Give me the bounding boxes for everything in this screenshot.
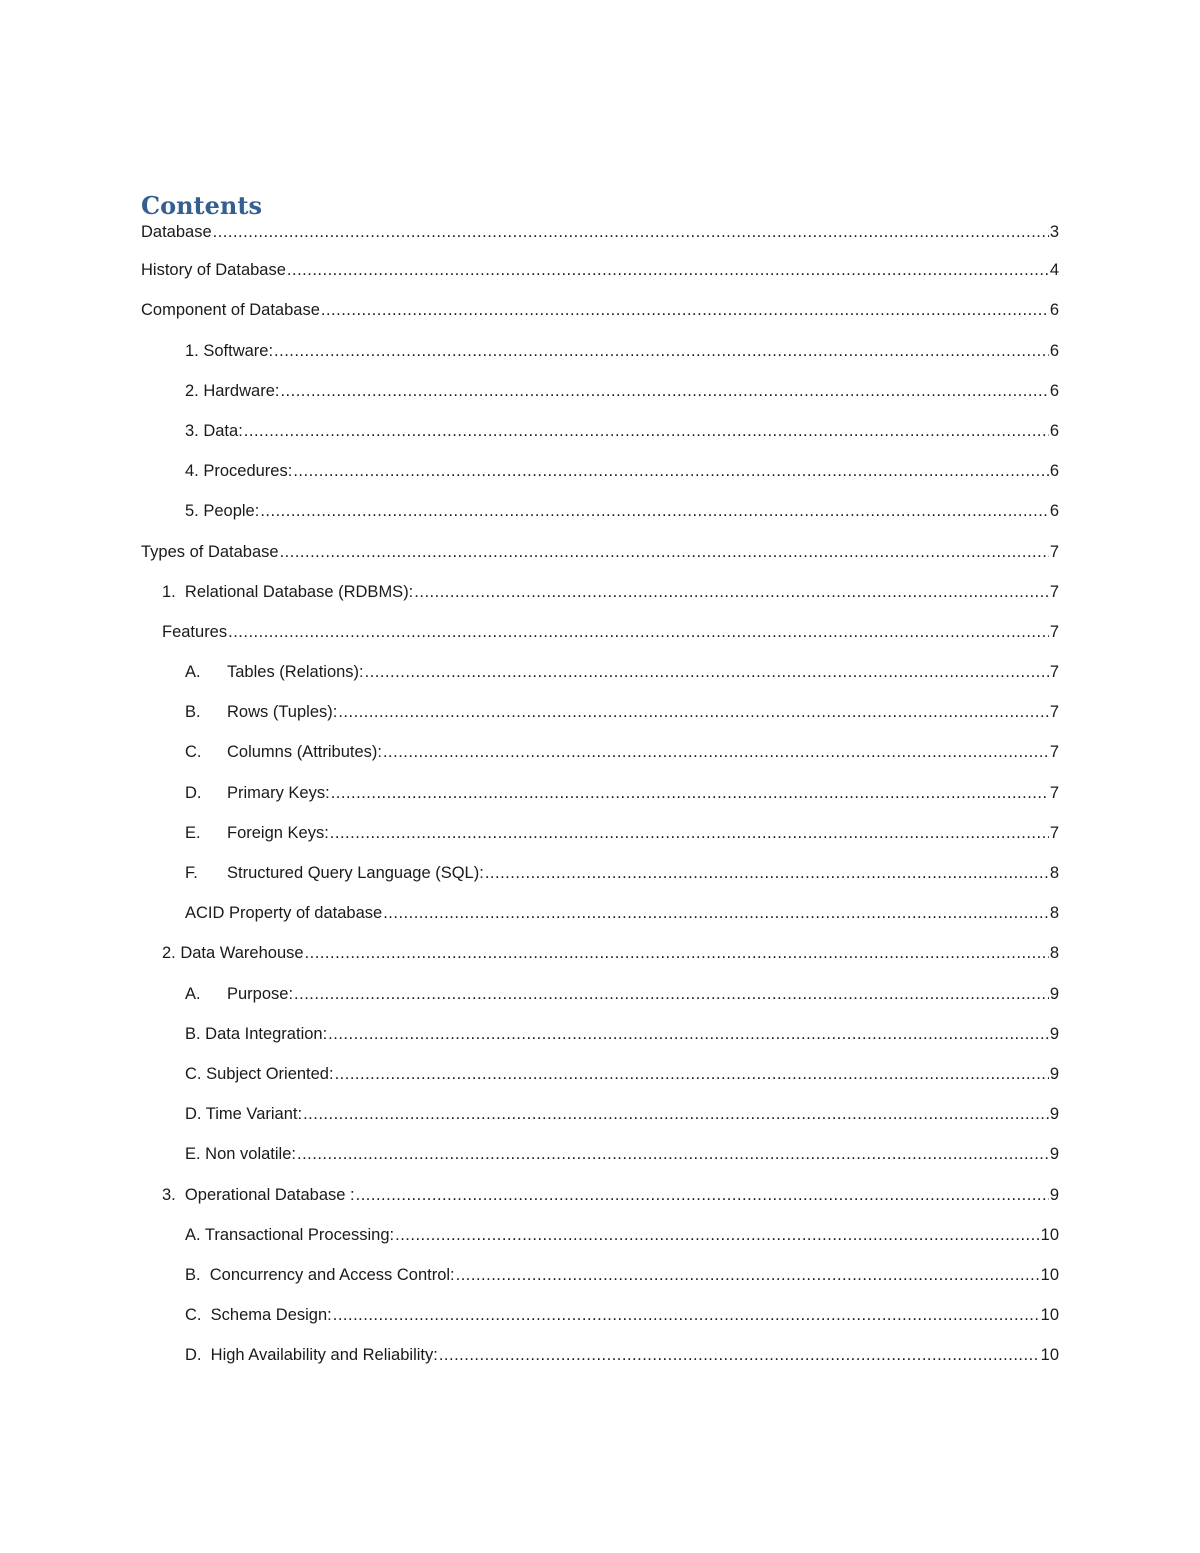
toc-page-number: 7 (1049, 783, 1059, 802)
toc-entry-text (185, 783, 330, 803)
toc-entry-label: Purpose: (227, 984, 294, 1003)
toc-dot-leader (287, 260, 1049, 280)
toc-dot-leader (331, 783, 1049, 803)
toc-entry-text (185, 421, 243, 441)
toc-entry-label: 3. Data: (185, 421, 243, 440)
toc-page-number: 7 (1049, 743, 1059, 762)
toc-entry-label: Database (141, 223, 212, 241)
toc-entry-label: D. High Availability and Reliability: (185, 1346, 438, 1365)
toc-entry-label: B. Data Integration: (185, 1024, 328, 1043)
toc-dot-leader (356, 1185, 1049, 1205)
toc-page-number: 9 (1049, 1024, 1059, 1043)
toc-entry-number: E. (185, 823, 201, 842)
toc-entry-text (185, 1104, 302, 1124)
toc-entry[interactable] (141, 809, 1059, 849)
toc-entry-text (162, 582, 413, 602)
toc-entry[interactable] (141, 608, 1059, 648)
toc-page-number: 10 (1040, 1265, 1059, 1284)
toc-entry-text (185, 1305, 332, 1325)
toc-entry-text (162, 1185, 355, 1205)
toc-dot-leader (228, 622, 1049, 642)
toc-entry-label: Tables (Relations): (227, 663, 364, 682)
toc-page-number: 3 (1049, 223, 1059, 241)
toc-entry-label: 4. Procedures: (185, 462, 293, 481)
toc-entry-text (185, 863, 484, 883)
toc-entry-label: C. Subject Oriented: (185, 1064, 334, 1083)
toc-entry[interactable] (141, 246, 1059, 286)
toc-page-number: 4 (1049, 261, 1059, 280)
toc-entry[interactable] (141, 969, 1059, 1009)
toc-entry[interactable] (141, 447, 1059, 487)
toc-page-number: 9 (1049, 1145, 1059, 1164)
toc-dot-leader (328, 1024, 1049, 1044)
toc-entry-label: 2. Hardware: (185, 381, 280, 400)
toc-entry[interactable] (141, 1251, 1059, 1291)
toc-entry-label: B. Concurrency and Access Control: (185, 1265, 455, 1284)
toc-dot-leader (439, 1345, 1040, 1365)
toc-dot-leader (335, 1064, 1049, 1084)
toc-entry-text (162, 622, 227, 642)
toc-entry[interactable] (141, 1211, 1059, 1251)
toc-page-number: 10 (1040, 1306, 1059, 1325)
toc-page-number: 10 (1040, 1346, 1059, 1365)
toc-page-number: 6 (1049, 462, 1059, 481)
toc-dot-leader (244, 421, 1049, 441)
toc-entry[interactable] (141, 1331, 1059, 1371)
toc-entry-label: C. Schema Design: (185, 1306, 332, 1325)
toc-entry-number: F. (185, 864, 198, 882)
toc-entry-label: 5. People: (185, 502, 260, 521)
toc-entry-number: A. (185, 984, 201, 1003)
toc-dot-leader (274, 341, 1049, 361)
toc-dot-leader (305, 943, 1049, 963)
toc-entry-label: 2. Data Warehouse (162, 944, 304, 963)
toc-entry-text (185, 1064, 334, 1084)
toc-page-number: 6 (1049, 421, 1059, 440)
toc-entry-text (185, 662, 364, 682)
toc-entry[interactable] (141, 688, 1059, 728)
toc-title: Contents (141, 191, 262, 220)
toc-entry[interactable] (141, 568, 1059, 608)
toc-entry-text (185, 1345, 438, 1365)
toc-page-number: 8 (1049, 904, 1059, 923)
toc-page-number: 6 (1049, 502, 1059, 521)
toc-entry[interactable] (141, 1291, 1059, 1331)
toc-entry-text (162, 943, 304, 963)
toc-entry[interactable] (141, 286, 1059, 326)
table-of-contents (141, 190, 1059, 1371)
toc-entry[interactable] (141, 487, 1059, 527)
toc-page-number: 7 (1049, 542, 1059, 561)
toc-entry[interactable] (141, 648, 1059, 688)
toc-entry-label: D. Time Variant: (185, 1105, 303, 1124)
toc-entry[interactable] (141, 728, 1059, 768)
toc-dot-leader (280, 381, 1048, 401)
toc-dot-leader (213, 222, 1049, 242)
toc-entry-text (185, 742, 382, 762)
toc-dot-leader (297, 1144, 1049, 1164)
toc-dot-leader (395, 1225, 1040, 1245)
toc-dot-leader (321, 300, 1049, 320)
toc-entry[interactable] (141, 929, 1059, 969)
toc-dot-leader (485, 863, 1049, 883)
toc-entry-text (185, 1265, 455, 1285)
toc-entry-list (141, 224, 1059, 1371)
toc-entry-label: Columns (Attributes): (227, 743, 382, 762)
toc-entry-label: Primary Keys: (227, 783, 330, 802)
toc-page-number: 6 (1049, 341, 1059, 360)
toc-dot-leader (303, 1104, 1049, 1124)
toc-page-number: 6 (1049, 381, 1059, 400)
toc-entry-text (185, 702, 337, 722)
toc-entry[interactable] (141, 1130, 1059, 1170)
toc-page-number: 7 (1049, 703, 1059, 722)
toc-entry-text (185, 903, 382, 923)
toc-dot-leader (294, 984, 1049, 1004)
toc-page-number: 6 (1049, 301, 1059, 320)
toc-entry-label: Types of Database (141, 542, 279, 561)
toc-entry-number: A. (185, 663, 201, 682)
toc-entry[interactable] (141, 1050, 1059, 1090)
toc-entry-label: ACID Property of database (185, 904, 383, 923)
toc-dot-leader (383, 742, 1049, 762)
toc-page-number: 7 (1049, 622, 1059, 641)
toc-entry-text (185, 1144, 296, 1164)
toc-entry-text (185, 461, 292, 481)
toc-entry-label: 1. Relational Database (RDBMS): (162, 582, 414, 601)
toc-page-number: 9 (1049, 984, 1059, 1003)
toc-entry-number: B. (185, 703, 201, 722)
toc-entry-label: Features (162, 622, 228, 641)
toc-entry[interactable] (141, 849, 1059, 889)
toc-dot-leader (414, 582, 1049, 602)
toc-page-number: 7 (1049, 663, 1059, 682)
toc-entry[interactable] (141, 326, 1059, 366)
toc-entry-text (185, 501, 259, 521)
toc-dot-leader (456, 1265, 1040, 1285)
toc-entry-text (185, 1024, 327, 1044)
toc-entry[interactable] (141, 1170, 1059, 1210)
toc-entry-text (185, 823, 329, 843)
toc-page-number: 9 (1049, 1185, 1059, 1204)
toc-entry-label: E. Non volatile: (185, 1145, 296, 1164)
toc-page-number: 9 (1049, 1105, 1059, 1124)
toc-entry-number: D. (185, 783, 202, 802)
toc-entry-text (185, 381, 279, 401)
toc-entry-text (141, 542, 279, 562)
toc-entry-text (185, 1225, 394, 1245)
toc-entry[interactable] (141, 1010, 1059, 1050)
toc-entry-text (185, 984, 293, 1004)
toc-entry-label: 1. Software: (185, 341, 274, 360)
toc-entry-label: Rows (Tuples): (227, 703, 338, 722)
toc-entry[interactable] (141, 1090, 1059, 1130)
toc-entry-text (141, 260, 286, 280)
toc-entry-label: History of Database (141, 261, 286, 280)
toc-dot-leader (260, 501, 1049, 521)
toc-dot-leader (338, 702, 1048, 722)
toc-entry-text (185, 341, 273, 361)
toc-page-number: 10 (1040, 1225, 1059, 1244)
toc-entry-label: Foreign Keys: (227, 823, 329, 842)
toc-page-number: 8 (1049, 864, 1059, 882)
toc-entry-label: Component of Database (141, 301, 320, 320)
toc-entry[interactable] (141, 768, 1059, 808)
toc-entry-label: Structured Query Language (SQL): (227, 864, 484, 882)
toc-dot-leader (333, 1305, 1040, 1325)
toc-entry-text (141, 222, 212, 242)
toc-page-number: 8 (1049, 944, 1059, 963)
toc-entry-label: A. Transactional Processing: (185, 1225, 395, 1244)
toc-entry-label: 3. Operational Database : (162, 1185, 355, 1204)
toc-dot-leader (330, 823, 1049, 843)
toc-page-number: 7 (1049, 582, 1059, 601)
toc-entry[interactable] (141, 407, 1059, 447)
toc-page-number: 9 (1049, 1064, 1059, 1083)
toc-entry-text (141, 300, 320, 320)
toc-entry[interactable] (141, 224, 1059, 246)
toc-dot-leader (365, 662, 1049, 682)
toc-entry-number: C. (185, 743, 202, 762)
toc-dot-leader (293, 461, 1049, 481)
toc-entry[interactable] (141, 889, 1059, 929)
toc-entry[interactable] (141, 367, 1059, 407)
toc-dot-leader (383, 903, 1049, 923)
toc-entry[interactable] (141, 527, 1059, 567)
toc-page-number: 7 (1049, 823, 1059, 842)
toc-dot-leader (280, 542, 1049, 562)
